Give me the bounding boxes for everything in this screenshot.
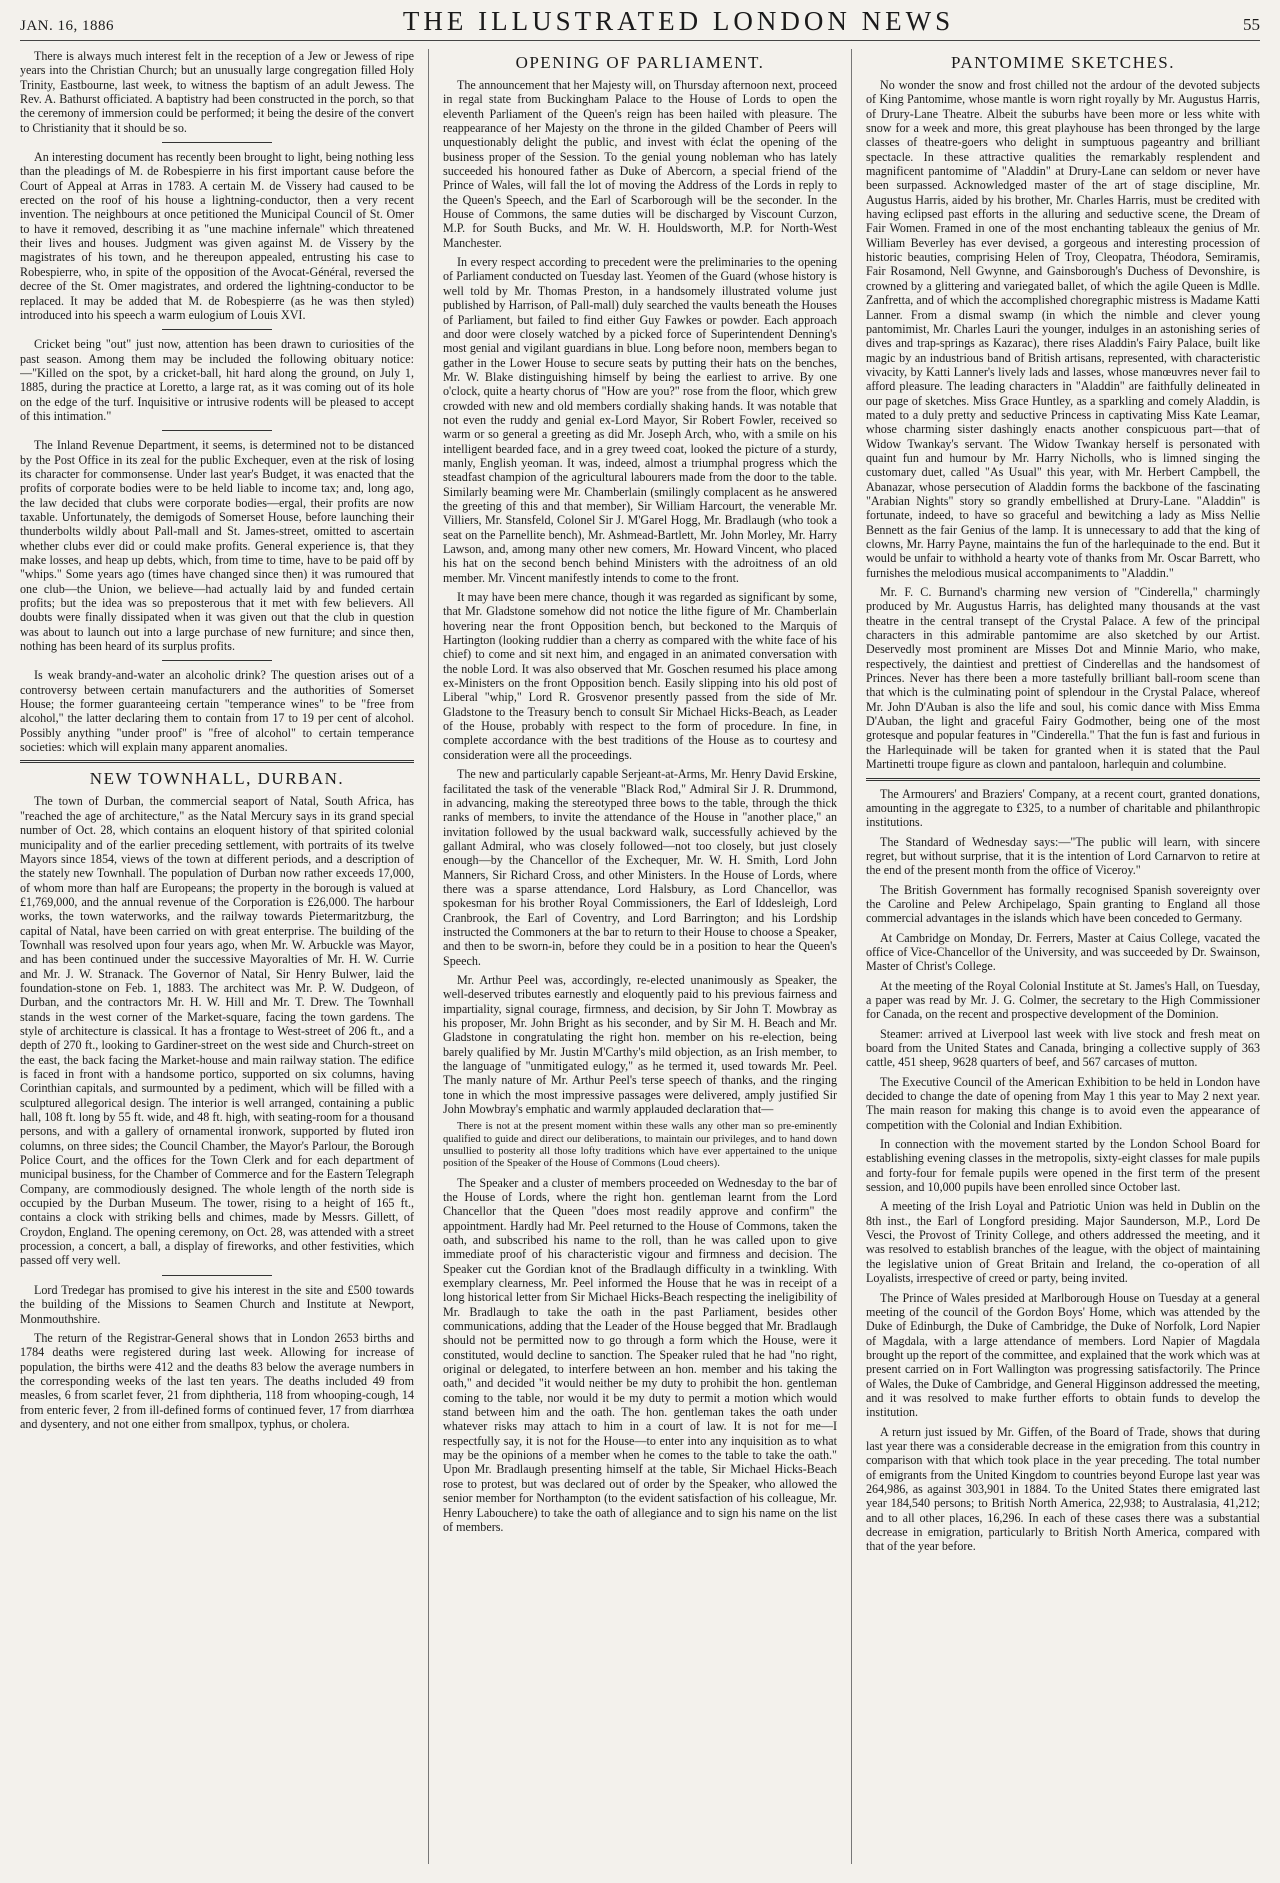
paragraph-parliament-5: Mr. Arthur Peel was, accordingly, re-elected unanimously as Speaker, the well-deserved tributes earnestly and eloquently paid to his previous fairness and impartiality, signal courage, firmness, and decision, by Sir John T. Mowbray as his proposer, Mr. John Bright as his seconder, and by Sir M. H. Beach and Mr. Gladstone in congratulating the right hon. member on his re-election, being barely qualified by Mr. Justin M'Carthy's mild objection, as an Irish member, to the language of "unmitigated eulogy," as he termed it, used towards Mr. Peel. The manly nature of Mr. Arthur Peel's terse speech of thanks, and the ringing tone in which the most impressive passages were delivered, amply justified Sir John Mowbray's emphatic and warmly applauded declaration that— [443,972,837,1117]
column-separator [428,49,429,1864]
columns [20,49,1260,1864]
masthead-rule [20,40,1260,41]
column-middle [443,49,837,1864]
section-rule [866,778,1260,781]
divider [162,430,272,431]
paragraph-lord-tredegar: Lord Tredegar has promised to give his interest in the site and £500 towards the building of the Missions to Seamen Church and Institute at Newport, Monmouthshire. [20,1282,414,1326]
paragraph-durban-townhall: The town of Durban, the commercial seaport of Natal, South Africa, has "reached the age of architecture," as the Natal Mercury says in its grand special number of Oct. 28, which contains an eloquent history of that spirited colonial municipality and of the earlier preceding settlement, with portraits of its twelve Mayors since 1854, views of the town at different periods, and a description of the stately new Townhall. The population of Durban now rather exceeds 17,000, of whom more than half are Europeans; the property in the borough is valued at £1,769,000, and the annual revenue of the Corporation is £26,000. The harbour works, the town waterworks, and the railway towards Pietermaritzburg, the capital of Natal, have been carried on with great enterprise. The building of the Townhall was resolved upon four years ago, when Mr. W. Arbuckle was Mayor, and has been continued under the successive Mayoralties of Mr. H. W. Currie and Mr. J. W. Stranack. The Governor of Natal, Sir Henry Bulwer, laid the foundation-stone on Feb. 1, 1883. The architect was Mr. P. W. Dudgeon, of Durban, and the contractors Mr. H. W. Hill and Mr. T. Drew. The Townhall stands in the west corner of the Market-square, facing the town gardens. The style of architecture is classical. It has a frontage to West-street of 206 ft., and a depth of 270 ft., looking to Gardiner-street on the west side and Church-street on the east, the back facing the Market-house and main railway station. The edifice is faced in front with a handsome portico, supported on six columns, having Corinthian capitals, and surmounted by a pediment, which will be filled with a sculptured allegorical design. The interior is well arranged, containing a public hall, 108 ft. long by 55 ft. wide, and 48 ft. high, with seating-room for a thousand persons, and with a gallery of ornamental ironwork, supported by fluted iron columns, on three sides; the Council Chamber, the Mayor's Parlour, the Borough Police Court, and the offices for the Town Clerk and for each department of municipal business, for the Chamber of Commerce and for the Eastern Telegraph Company, are commodiously designed. The whole length of the north side is occupied by the Durban Museum. The tower, rising to a height of 165 ft., contains a clock with striking bells and chimes, made by Messrs. Gillett, of Croydon, England. The opening ceremony, on Oct. 28, was attended with a street procession, a concert, a ball, a display of fireworks, and other festivities, which passed off very well. [20,794,414,1268]
section-title-parliament: OPENING OF PARLIAMENT. [515,53,765,72]
column-separator [851,49,852,1864]
paragraph-standard: The Standard of Wednesday says:—"The public will learn, with sincere regret, but without surprise, that it is the intention of Lord Carnarvon to retire at the end of the present month from the office of Viceroy." [866,834,1260,878]
paragraph-colonial-institute: At the meeting of the Royal Colonial Institute at St. James's Hall, on Tuesday, a paper was read by Mr. J. G. Colmer, the secretary to the High Commissioner for Canada, on the recent and prospective development of the Dominion. [866,978,1260,1022]
paragraph-parliament-1: The announcement that her Majesty will, on Thursday afternoon next, proceed in regal state from Buckingham Palace to the House of Lords to open the eleventh Parliament of the Queen's reign has been hailed with pleasure. The reappearance of her Majesty on the throne in the gilded Chamber of Peers will unquestionably delight the public, and invest with éclat the opening of the business proper of the Session. To the genial young nobleman who has lately succeeded his honoured father as Duke of Abercorn, a special friend of the Prince of Wales, will fall the lot of moving the Address of the Lords in reply to the Queen's Speech, and the Earl of Scarborough will be the seconder. In the House of Commons, the same duties will be discharged by Viscount Curzon, M.P. for South Bucks, and Mr. W. H. Houldsworth, M.P. for North-West Manchester. [443,78,837,250]
masthead [20,6,1260,36]
paragraph-steamers: Steamer: arrived at Liverpool last week with live stock and fresh meat on board from the United States and Canada, bringing a collective supply of 363 cattle, 451 sheep, 9628 quarters of beef, and 567 carcases of mutton. [866,1026,1260,1070]
paragraph-inland-revenue: The Inland Revenue Department, it seems, is determined not to be distanced by the Post Office in its zeal for the public Exchequer, even at the risk of losing its character for commonsense. Under last year's Budget, it was enacted that the profits of corporate bodies were to be held liable to income tax; and, long ago, the law decided that clubs were corporate bodies—ergal, their profits are now taxable. Unfortunately, the demigods of Somerset House, before launching their thunderbolts wildly about Pall-mall and St. James-street, omitted to ascertain whether clubs ever did or could make profits. General experience is, that they make losses, and heap up debts, which, from time to time, have to be paid off by "whips." Some years ago (times have changed since then) it was rumoured that one club—the Union, we believe—had actually laid by and funded certain profits; but the idea was so preposterous that it met with few believers. All doubts were finally dissipated when it was given out that the club in question was about to launch out into a large purchase of new furniture; and since then, nothing has been heard of its surplus profits. [20,438,414,654]
paragraph-cambridge: At Cambridge on Monday, Dr. Ferrers, Master at Caius College, vacated the office of Vice-Chancellor of the University, and was succeeded by Dr. Swainson, Master of Christ's College. [866,930,1260,974]
paragraph-brandy: Is weak brandy-and-water an alcoholic drink? The question arises out of a controversy between certain manufacturers and the authorities of Somerset House; the former guaranteeing certain "temperance wines" to be "free from alcohol," the latter declaring them to contain from 17 to 19 per cent of alcohol. Possibly anything "under proof" is "free of alcohol" to certain temperance societies: which will explain many apparent anomalies. [20,668,414,755]
column-left [20,49,414,1864]
paragraph-caroline-islands: The British Government has formally recognised Spanish sovereignty over the Caroline and Pelew Archipelago, Spain granting to England all those commercial advantages in the islands which have been conceded to Germany. [866,882,1260,926]
paragraph-armourers: The Armourers' and Braziers' Company, at a recent court, granted donations, amounting in the aggregate to £325, to a number of charitable and philanthropic institutions. [866,786,1260,830]
paragraph-pantomime-cinderella: Mr. F. C. Burnand's charming new version of "Cinderella," charmingly produced by Mr. Augustus Harris, has delighted many thousands at the vast theatre in the central transept of the Crystal Palace. A few of the principal characters in this admirable pantomime are also sketched by our Artist. Deservedly most prominent are Misses Dot and Minnie Mario, who make, respectively, the daintiest and prettiest of Cinderellas and the handsomest of Princes. Never has there been a more tastefully brilliant ball-room scene than that which is the culminating point of splendour in the Crystal Palace, whereof Mr. John D'Auban is also the life and soul, his comic dance with Miss Emma D'Auban, the light and graceful Fairy Godmother, being one of the most grotesque and popular features in "Cinderella." That the fun is fast and furious in the Harlequinade will be taken for granted when it is stated that the Paul Martinetti troupe figure as clown and pantaloon, harlequin and columbine. [866,585,1260,772]
paragraph-emigration: A return just issued by Mr. Giffen, of the Board of Trade, shows that during last year there was a considerable decrease in the emigration from this country in comparison with that which took place in the year preceding. The total number of emigrants from the United Kingdom to countries beyond Europe last year was 264,986, as against 303,901 in 1884. To the United States there emigrated last year 184,540 persons; to British North America, 22,938; to Australasia, 41,212; and to all other places, 16,296. In each of these cases there was a substantial decrease in emigration, particularly to British North America, compared with that of the year before. [866,1424,1260,1554]
section-rule [20,760,414,763]
paragraph-cricket: Cricket being "out" just now, attention has been drawn to curiosities of the past season. Among them may be included the following obituary notice:—"Killed on the spot, by a cricket-ball, hit hard along the ground, on July 1, 1885, during the practice at Loretto, a large rat, as it was coming out of its hole on the edge of the turf. Inquisitive or intrusive rodents will be pleased to accept of this intimation." [20,337,414,423]
section-title-pantomime: PANTOMIME SKETCHES. [950,53,1176,72]
divider [162,142,272,143]
divider [162,660,272,661]
page-number: 55 [1243,15,1260,34]
section-title-durban: NEW TOWNHALL, DURBAN. [89,769,345,789]
paragraph-irish-union: A meeting of the Irish Loyal and Patriotic Union was held in Dublin on the 8th inst., the Earl of Longford presiding. Major Saunderson, M.P., Lord De Vesci, the Provost of Trinity College, and others addressed the meeting, and it was resolved to establish branches of the league, with the object of maintaining the legislative union of Great Britain and Ireland, the co-operation of all Loyalists, irrespective of creed or party, being invited. [866,1199,1260,1286]
paragraph-robespierre: An interesting document has recently been brought to light, being nothing less than the pleadings of M. de Robespierre in his first important cause before the Court of Appeal at Arras in 1783. A certain M. de Vissery had caused to be erected on the roof of his house a lightning-conductor, then a very recent invention. The neighbours at once petitioned the Municipal Council of St. Omer to have it removed, describing it as "une machine infernale" which threatened their lives and houses. Judgment was given against M. de Vissery by the magistrates of his town, and he thereupon appealed, entrusting his case to Robespierre, who, in spite of the opposition of the Avocat-Général, reversed the decree of the St. Omer magistrates, and ordered the lightning-conductor to be replaced. It may be added that M. de Robespierre (as he was then styled) introduced into his speech a warm eulogium of Louis XVI. [20,150,414,322]
paragraph-pantomime-aladdin: No wonder the snow and frost chilled not the ardour of the devoted subjects of King Pantomime, whose mantle is worn right royally by Mr. Augustus Harris, of Drury-Lane Theatre. Albeit the suburbs have been more or less white with snow for a week and more, this great playhouse has been thronged by the large classes of theatre-goers who delight in sumptuous pageantry and brilliant spectacle. In these attractive qualities the remarkably resplendent and magnificent pantomime of "Aladdin" at Drury-Lane can seldom or never have been surpassed. Acknowledged master of the art of stage discipline, Mr. Augustus Harris, aided by his brother, Mr. Charles Harris, must be credited with having eclipsed past efforts in the alluring and seductive scene, the Dream of Fair Women. Framed in one of the most enchanting tableaux the genius of Mr. William Beverley has ever devised, a gorgeous and interesting procession of historic beauties, comprising Helen of Troy, Cleopatra, Théodora, Semiramis, Fair Rosamond, Nell Gwynne, and Gainsborough's Duchess of Devonshire, is crowned by a glittering and variegated ballet, of which the agile Queen is Mdlle. Zanfretta, and of which the accomplished choregraphic mistress is Madame Katti Lanner. From a dismal swamp (in which the nimble and clever young pantomimist, Mr. Charles Lauri the younger, indulges in an astonishing series of dives and trap-springs as Kazarac), there rises Aladdin's Fairy Palace, built like magic by an industrious band of British artisans, represented, with characteristic vivacity, by Katti Lanner's lively lads and lasses, whose manœuvres never fail to afford pleasure. The leading characters in "Aladdin" are faithfully delineated in our page of sketches. Miss Grace Huntley, as a sparkling and comely Aladdin, is mated to a duly pretty and seductive Princess in captivating Miss Kate Leamar, whose charming sister dashingly enacts another conspicuous part—that of Widow Twankay's servant. The Widow Twankay herself is personated with quaint fun and humour by Mr. Harry Nicholls, who is limned singing the customary duet, called "As Usual" this year, with Mr. Herbert Campbell, the Abanazar, whose persecution of Aladdin forms the backbone of the fascinating "Arabian Nights" story so grandly embellished at Drury-Lane. "Aladdin" is fortunate, indeed, to have so graceful and bewitching a lady as Miss Nellie Bennett as the fair Genius of the lamp. It is unnecessary to add that the king of clowns, Mr. Harry Payne, maintains the fun of the harlequinade to the end. But it would be unfair to withhold a hearty vote of thanks from Mr. Oscar Barrett, who furnishes the melodious musical accompaniments to "Aladdin." [866,78,1260,580]
paragraph-parliament-4: The new and particularly capable Serjeant-at-Arms, Mr. Henry David Erskine, facilitated the task of the venerable "Black Rod," Admiral Sir J. R. Drummond, in advancing, making the stereotyped three bows to the table, through the thick ranks of members, to invite the attendance of the House in "another place," an invitation followed by the usual backward walk, successfully achieved by the gallant Admiral, who was closely followed—not too closely, but just closely enough—by the Chancellor of the Exchequer, Mr. W. H. Smith, Lord John Manners, Sir Richard Cross, and other Ministers. In the House of Lords, where there was a sparse attendance, Lord Halsbury, as Lord Chancellor, was spokesman for his brother Royal Commissioners, the Earl of Iddesleigh, Lord Cranbrook, the Earl of Coventry, and Lord Barrington; and his Lordship instructed the Commoners at the bar to return to their House to choose a Speaker, and then to be sworn-in, before they could be in a position to hear the Queen's Speech. [443,767,837,968]
paragraph-jewess-baptism: There is always much interest felt in the reception of a Jew or Jewess of ripe years into the Christian Church; but an unusually large congregation filled Holy Trinity, Eastbourne, last week, to witness the baptism of an adult Jewess. The Rev. A. Bathurst officiated. A baptistry had been constructed in the porch, so that the ceremony of immersion could be performed; it being the desire of the convert to Christianity that it should be so. [20,49,414,135]
column-right [866,49,1260,1864]
newspaper-title: THE ILLUSTRATED LONDON NEWS [402,6,955,36]
quoted-passage: There is not at the present moment within these walls any other man so pre-eminently qualified to guide and direct our deliberations, to maintain our privileges, and to hand down unsullied to posterity all those lofty traditions which have ever appertained to the unique position of the Speaker of the House of Commons (Loud cheers). [443,1121,837,1170]
paragraph-parliament-3: It may have been mere chance, though it was regarded as significant by some, that Mr. Gladstone somehow did not notice the lithe figure of Mr. Chamberlain hovering near the front Opposition bench, but beckoned to the Marquis of Hartington (looking ruddier than a cherry as compared with the white face of his chief) to come and sit next him, and engaged in an animated conversation with the noble Lord. It was also observed that Mr. Goschen resumed his place among ex-Ministers on the front Opposition bench. Easily slipping into his old post of Liberal "whip," Lord R. Grosvenor presently passed from the side of Mr. Gladstone to the Treasury bench to consult Sir Michael Hicks-Beach, as Leader of the House, probably with respect to the form of procedure. In fine, in complete accordance with the best traditions of the House as to courtesy and consideration were all the proceedings. [443,590,837,762]
paragraph-school-board: In connection with the movement started by the London School Board for establishing evening classes in the metropolis, sixty-eight classes for male pupils and forty-four for female pupils were opened in the first term of the present session, and 10,000 pupils have been enrolled since October last. [866,1137,1260,1195]
issue-date: JAN. 16, 1886 [20,18,115,34]
paragraph-gordon-boys-home: The Prince of Wales presided at Marlborough House on Tuesday at a general meeting of the council of the Gordon Boys' Home, which was attended by the Duke of Edinburgh, the Duke of Cambridge, the Duke of Norfolk, Lord Napier of Magdala, with a large attendance of members. Lord Napier of Magdala brought up the report of the committee, and explained that the work which was at present carried on in Fort Wallington was progressing satisfactorily. The Prince of Wales, the Duke of Cambridge, and General Higginson addressed the meeting, and it was resolved to make further efforts to obtain funds to develop the institution. [866,1290,1260,1420]
paragraph-american-exhibition: The Executive Council of the American Exhibition to be held in London have decided to change the date of opening from May 1 this year to May 2 next year. The main reason for making this change is to avoid even the appearance of competition with the Colonial and Indian Exhibition. [866,1074,1260,1132]
paragraph-parliament-6: The Speaker and a cluster of members proceeded on Wednesday to the bar of the House of Lords, where the right hon. gentleman learnt from the Lord Chancellor that the Queen "does most readily approve and confirm" the appointment. Hardly had Mr. Peel returned to the House of Commons, taken the oath, and subscribed his name to the roll, than he was called upon to give immediate proof of his characteristic vigour and firmness and decision. The Speaker cut the Gordian knot of the Bradlaugh difficulty in a twinkling. With exemplary clearness, Mr. Peel informed the House that he was in receipt of a long historical letter from Sir Michael Hicks-Beach respecting the ineligibility of Mr. Bradlaugh to take the oath in the past Parliament, besides other communications, adding that the Leader of the House begged that Mr. Bradlaugh should not be permitted now to go through a form which the House, were it constituted, would decline to sanction. The Speaker ruled that he had "no right, original or delegated, to interfere between an hon. member and his taking the oath," and decided "it would neither be my duty to prohibit the hon. gentleman coming to the table, nor would it be my duty to permit a motion which would stand between him and the oath. The hon. gentleman takes the oath under whatever risks may attach to him in a court of law. It is not for me—I respectfully say, it is not for the House—to enter into any inquisition as to what may be the opinions of a member when he comes to the table to take the oath." Upon Mr. Bradlaugh presenting himself at the table, Sir Michael Hicks-Beach rose to protest, but was declared out of order by the Speaker, who allowed the senior member for Northampton (to the evident satisfaction of his colleague, Mr. Henry Labouchere) to take the oath of allegiance and to sign his name on the list of members. [443,1175,837,1534]
paragraph-registrar-general: The return of the Registrar-General shows that in London 2653 births and 1784 deaths were registered during last week. Allowing for increase of population, the births were 412 and the deaths 83 below the average numbers in the corresponding weeks of the last ten years. The deaths included 49 from measles, 6 from scarlet fever, 21 from diphtheria, 118 from whooping-cough, 14 from enteric fever, 2 from ill-defined forms of continued fever, 17 from diarrhœa and dysentery, and not one either from smallpox, typhus, or cholera. [20,1330,414,1431]
divider [162,329,272,330]
paragraph-parliament-2: In every respect according to precedent were the preliminaries to the opening of Parliament conducted on Tuesday last. Yeomen of the Guard (whose history is well told by Mr. Thomas Preston, in a handsomely illustrated volume just published by Harrison, of Pall-mall) duly searched the vaults beneath the Houses of Parliament, but failed to find either Guy Fawkes or powder. Each approach and door were closely watched by a picked force of Superintendent Denning's most genial and vigilant guardians in blue. Long before noon, members began to gather in the Lower House to secure seats by putting their hats on the benches, Mr. W. Blake distinguishing himself by being the earliest to arrive. By one o'clock, quite a hearty chorus of "How are you?" rose from the floor, which grew crowded with new and old members cordially shaking hands. It was notable that not even the ruddy and genial ex-Lord Mayor, Sir Robert Fowler, received so warm or so general a greeting as did Mr. Joseph Arch, who, with a smile on his intelligent bearded face, and in a grey tweed coat, looked the picture of a sturdy, manly, English yeoman. It was, indeed, almost a triumphal progress which the steadfast champion of the agricultural labourers made from the door to the table. Similarly beaming were Mr. Chamberlain (smilingly complacent as he answered the greeting of this and that member), Sir William Harcourt, the venerable Mr. Villiers, Mr. Stansfeld, Colonel Sir J. M'Garel Hogg, Mr. Bradlaugh (who took a seat on the Parnellite bench), Mr. Ashmead-Bartlett, Mr. John Morley, Mr. Harry Lawson, and, among many other new comers, Mr. Howard Vincent, who placed his hat on the second bench behind Ministers with the adroitness of an old member. Mr. Vincent manifestly intends to come to the front. [443,255,837,585]
divider [162,1275,272,1276]
